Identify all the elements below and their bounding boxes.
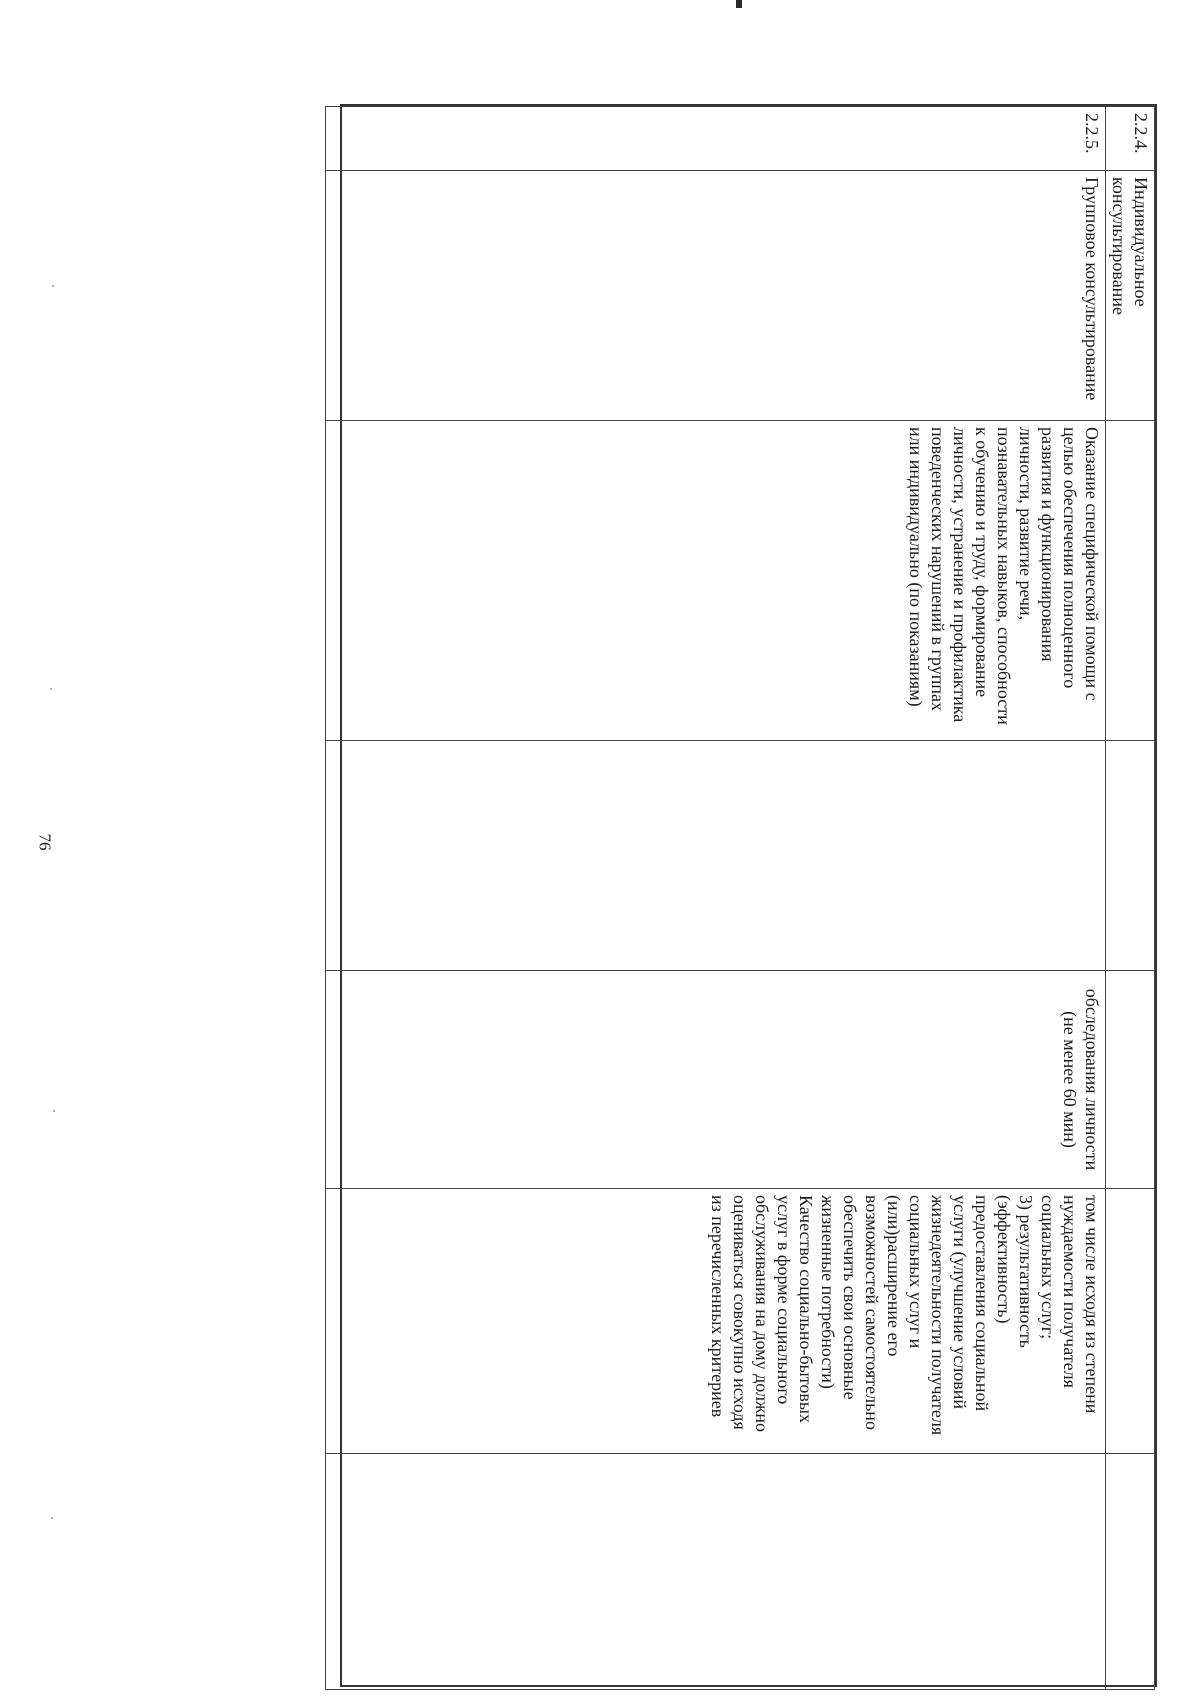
scan-speck [51,1517,53,1519]
table-row [1106,107,1155,1690]
empty-cell [1106,741,1155,971]
service-description: Оказание специфической помощи с целью обеспечения полноценного развития и функционирования личности, развитие речи, познавательных навыков, способности к обучению и труду, формирование личности, устранение и профилактика поведенческих нарушений в группах или индивидуально (по показаниям) [326,421,1106,741]
quality-criteria [1106,1189,1155,1454]
service-number: 2.2.5. [326,107,1106,171]
services-table [325,106,1155,1690]
services-table-rotated [340,104,1157,1687]
scan-mark [736,0,742,8]
table-row [326,107,1106,1690]
empty-cell [326,1454,1106,1690]
service-description [1106,421,1155,741]
empty-cell [326,741,1106,971]
scan-speck [50,688,52,690]
service-name: Индивидуальное консультирование [1106,171,1155,421]
service-time [1106,971,1155,1189]
service-name: Групповое консультирование [326,171,1106,421]
scan-speck [53,1110,55,1112]
empty-cell [1106,1454,1155,1690]
service-number: 2.2.4. [1106,107,1155,171]
quality-criteria: том числе исходя из степени нуждаемости получателя социальных услуг; 3) результативность (эффективность) предоставления социальной услуги (улучшение условий жизнедеятельности получателя социальных услуг и (или)расширение его возможностей самостоятельно обеспечить свои основные жизненные потребности) Качество социально-бытовых услуг в форме социального обслуживания на дому должно оцениваться совокупно исходя из перечисленных критериев [326,1189,1106,1454]
scan-speck [52,285,54,287]
service-time: обследования личности (не менее 60 мин) [326,971,1106,1189]
page-number: 76 [35,833,55,851]
